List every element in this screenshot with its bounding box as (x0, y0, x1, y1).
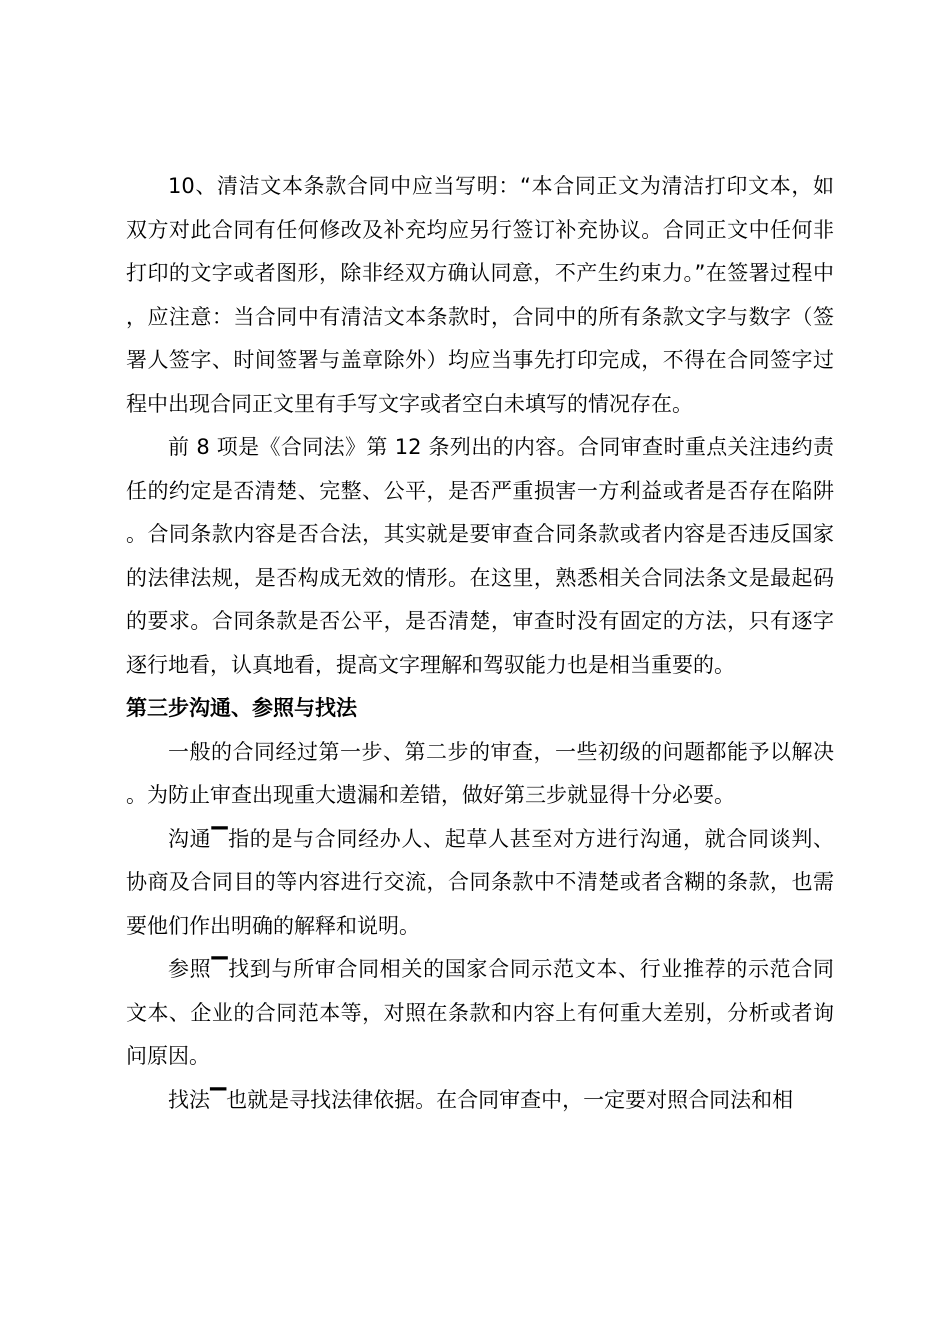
paragraph-reference: 参照▔找到与所审合同相关的国家合同示范文本、行业推荐的示范合同文本、企业的合同范本等，对照在条款和内容上有何重大差别，分析或者询问原因。 (126, 957, 834, 1068)
document-body (126, 165, 834, 1122)
paragraph-contract-law-review: 前 8 项是《合同法》第 12 条列出的内容。合同审查时重点关注违约责任的约定是否清楚、完整、公平，是否严重损害一方利益或者是否存在陷阱。合同条款内容是否合法，其实就是要审查合同条款或者内容是否违反国家的法律法规，是否构成无效的情形。在这里，熟悉相关合同法条文是最起码的要求。合同条款是否公平，是否清楚，审查时没有固定的方法，只有逐字逐行地看，认真地看，提高文字理解和驾驭能力也是相当重要的。 (126, 435, 834, 677)
paragraph-communication: 沟通▔指的是与合同经办人、起草人甚至对方进行沟通，就合同谈判、协商及合同目的等内容进行交流，合同条款中不清楚或者含糊的条款，也需要他们作出明确的解释和说明。 (126, 826, 834, 938)
section-heading-step-three: 第三步沟通、参照与找法 (126, 696, 357, 720)
paragraph-step-three-intro: 一般的合同经过第一步、第二步的审查，一些初级的问题都能予以解决。为防止审查出现重大遗漏和差错，做好第三步就显得十分必要。 (126, 739, 834, 807)
paragraph-find-law: 找法▔也就是寻找法律依据。在合同审查中，一定要对照合同法和相 (168, 1087, 794, 1112)
paragraph-clean-text-clause: 10、清洁文本条款合同中应当写明：“本合同正文为清洁打印文本，如双方对此合同有任何修改及补充均应另行签订补充协议。合同正文中任何非打印的文字或者图形，除非经双方确认同意，不产生约束力。”在签署过程中，应注意：当合同中有清洁文本条款时，合同中的所有条款文字与数字（签署人签字、时间签署与盖章除外）均应当事先打印完成，不得在合同签字过程中出现合同正文里有手写文字或者空白未填写的情况存在。 (126, 174, 834, 416)
